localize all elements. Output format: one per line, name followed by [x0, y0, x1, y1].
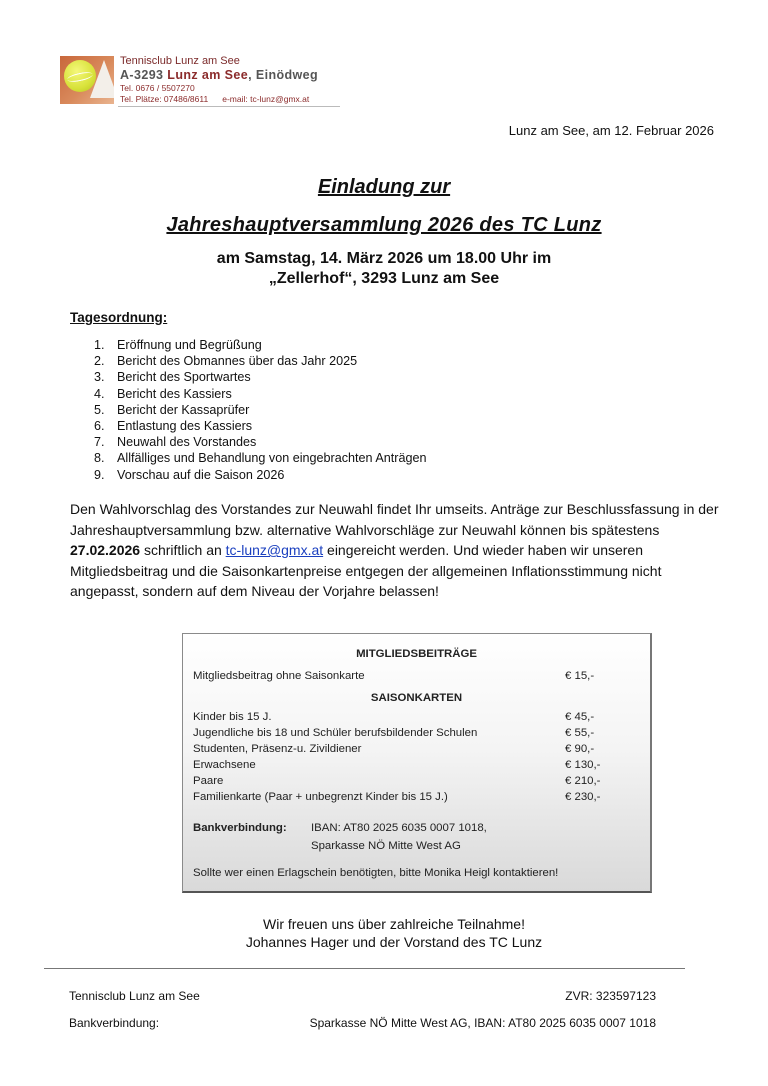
letterhead-club-name: Tennisclub Lunz am See: [120, 55, 240, 67]
agenda-item-number: 4.: [94, 386, 105, 401]
members-fee-heading: MITGLIEDSBEITRÄGE: [356, 648, 477, 660]
agenda-item: [94, 386, 426, 402]
agenda-item-text: Neuwahl des Vorstandes: [117, 435, 257, 450]
agenda-item: [94, 402, 426, 418]
agenda-item-text: Entlastung des Kassiers: [117, 419, 253, 434]
bank-name: Sparkasse NÖ Mitte West AG: [311, 840, 461, 852]
agenda-heading: Tagesordnung:: [70, 310, 168, 325]
agenda-item-text: Bericht des Kassiers: [117, 386, 232, 401]
agenda-item-text: Bericht des Obmannes über das Jahr 2025: [117, 354, 358, 369]
fee-price: € 210,-: [565, 775, 601, 787]
fee-label: Familienkarte (Paar + unbegrenzt Kinder bis 15 J.): [193, 791, 448, 803]
address-prefix: A-3293: [120, 68, 168, 82]
fee-row: [193, 670, 640, 686]
footer-zvr: ZVR: 323597123: [565, 989, 656, 1003]
date-line: Lunz am See, am 12. Februar 2026: [508, 123, 714, 138]
agenda-item: [94, 467, 426, 483]
agenda-item: [94, 337, 426, 353]
season-cards-heading: SAISONKARTEN: [370, 692, 463, 704]
agenda-item-text: Allfälliges und Behandlung von eingebrachten Anträgen: [117, 451, 427, 466]
bank-iban: IBAN: AT80 2025 6035 0007 1018,: [311, 822, 487, 834]
fee-price: € 15,-: [565, 670, 595, 682]
deadline-date: 27.02.2026: [70, 542, 141, 559]
agenda-item-text: Bericht des Sportwartes: [117, 370, 251, 385]
agenda-item-number: 2.: [94, 354, 105, 369]
agenda-item: [94, 418, 426, 434]
paragraph-text: schriftlich an: [140, 542, 226, 559]
agenda-item-number: 1.: [94, 338, 105, 352]
letterhead-tel: Tel. 0676 / 5507270: [120, 83, 195, 93]
agenda-item-number: 3.: [94, 370, 105, 385]
tennis-ball-logo-icon: [60, 56, 114, 104]
footer-divider: [44, 968, 685, 969]
info-paragraph: [70, 499, 720, 602]
fees-box: [182, 633, 652, 893]
fee-label: Erwachsene: [193, 759, 256, 771]
meeting-date: am Samstag, 14. März 2026 um 18.00 Uhr im: [216, 250, 552, 267]
agenda-item-number: 7.: [94, 435, 105, 450]
bank-label: Bankverbindung:: [193, 822, 287, 834]
paragraph-text: eingereicht werden. Und wieder haben wir unseren Mitgliedsbeitrag und die Saisonkartenpreise entgegen der allgemeinen Inflationsstimmung nicht angepasst, sondern auf dem Niveau der Vorjahre belassen!: [70, 542, 662, 600]
closing-signature: Johannes Hager und der Vorstand des TC Lunz: [245, 934, 543, 950]
agenda-item-text: Eröffnung und Begrüßung: [117, 338, 262, 352]
footer-bank-label: Bankverbindung:: [69, 1016, 160, 1030]
meeting-location: „Zellerhof“, 3293 Lunz am See: [268, 270, 500, 287]
payment-slip-note: Sollte wer einen Erlagschein benötigten, bitte Monika Heigl kontaktieren!: [193, 867, 559, 879]
fee-label: Studenten, Präsenz-u. Zivildiener: [193, 743, 362, 755]
footer-club: Tennisclub Lunz am See: [69, 989, 200, 1003]
mountain-icon: [90, 60, 114, 98]
agenda-item: [94, 434, 426, 450]
fee-label: Jugendliche bis 18 und Schüler berufsbildender Schulen: [193, 727, 478, 739]
paragraph-text: Den Wahlvorschlag des Vorstandes zur Neuwahl findet Ihr umseits. Anträge zur Beschlussfassung in der Jahreshauptversammlung bzw. alternative Wahlvorschläge zur Neuwahl können bis spätestens: [70, 501, 719, 538]
agenda-item-number: 6.: [94, 419, 105, 434]
fee-row: [193, 775, 640, 791]
title-meeting: Jahreshauptversammlung 2026 des TC Lunz: [166, 214, 602, 236]
letterhead-contact: [120, 94, 309, 104]
fee-price: € 130,-: [565, 759, 601, 771]
fee-row: [193, 791, 640, 807]
address-town: Lunz am See: [167, 68, 249, 82]
agenda-item-text: Vorschau auf die Saison 2026: [117, 467, 285, 482]
letterhead-email: e-mail: tc-lunz@gmx.at: [222, 94, 310, 104]
footer-bank-value: Sparkasse NÖ Mitte West AG, IBAN: AT80 2025 6035 0007 1018: [309, 1016, 656, 1030]
agenda-item: [94, 369, 426, 385]
fee-row: [193, 727, 640, 743]
agenda-item-number: 8.: [94, 451, 105, 466]
fee-label: Kinder bis 15 J.: [193, 711, 272, 723]
agenda-item-text: Bericht der Kassaprüfer: [117, 402, 250, 417]
fee-price: € 55,-: [565, 727, 595, 739]
fee-price: € 230,-: [565, 791, 601, 803]
agenda-item: [94, 353, 426, 369]
agenda-item-number: 9.: [94, 467, 105, 482]
agenda-list: [94, 337, 426, 483]
letterhead-address: [120, 68, 318, 82]
fee-label: Mitgliedsbeitrag ohne Saisonkarte: [193, 670, 365, 682]
fee-price: € 45,-: [565, 711, 595, 723]
fee-row: [193, 711, 640, 727]
closing-line: Wir freuen uns über zahlreiche Teilnahme!: [263, 916, 525, 932]
fee-row: [193, 743, 640, 759]
letterhead-divider: [118, 106, 340, 107]
address-suffix: , Einödweg: [248, 68, 319, 82]
fee-price: € 90,-: [565, 743, 595, 755]
email-link[interactable]: tc-lunz@gmx.at: [225, 542, 324, 559]
title-invitation: Einladung zur: [317, 176, 451, 198]
fee-label: Paare: [193, 775, 224, 787]
fee-row: [193, 759, 640, 775]
agenda-item: [94, 450, 426, 466]
agenda-item-number: 5.: [94, 402, 105, 417]
letterhead-tel-courts: Tel. Plätze: 07486/8611: [120, 94, 209, 104]
